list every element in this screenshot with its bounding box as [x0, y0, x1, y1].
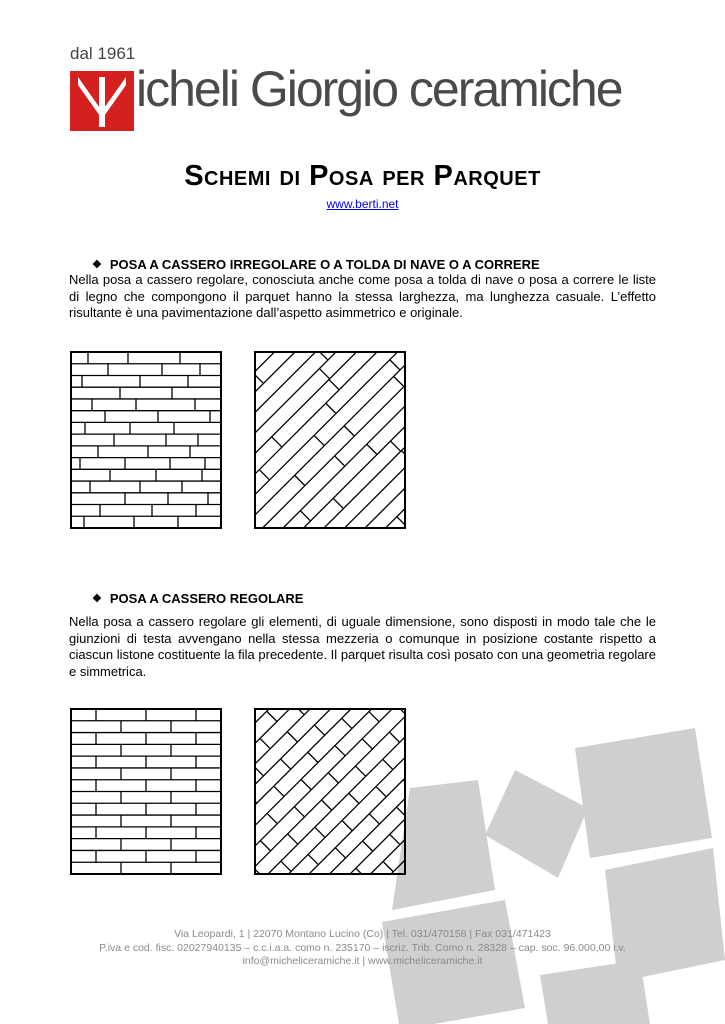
footer-contacts: info@micheliceramiche.it | www.micheliceramiche.it	[242, 955, 483, 967]
plank-line	[383, 759, 393, 769]
plank-line	[335, 848, 345, 858]
section-body: Nella posa a cassero regolare gli elementi, di uguale dimensione, sono disposti in modo tale che le giunzioni di testa avvengano nella stessa mezzeria o comunque in posizione costante rispetto a ciascun listone costituente la fila precedente. Il parquet risulta così posato con una geometria regolare e simmetrica.	[69, 614, 656, 679]
plank-line	[315, 827, 325, 837]
plank-line	[369, 712, 379, 722]
plank-line	[267, 813, 277, 823]
plank-line	[314, 435, 324, 445]
m-logo-icon	[70, 71, 134, 131]
company-name: icheli Giorgio ceramiche	[136, 61, 622, 117]
plank-line	[319, 369, 329, 379]
plank-line	[302, 412, 406, 529]
section-heading-text: POSA A CASSERO REGOLARE	[109, 591, 304, 606]
irregular-straight-pattern-diagram	[70, 351, 222, 529]
plank-line	[254, 708, 406, 875]
plank-line	[300, 511, 310, 521]
plank-line	[308, 752, 318, 762]
plank-line	[390, 834, 400, 844]
plank-line	[383, 862, 393, 872]
plank-line	[267, 711, 277, 721]
source-link[interactable]: www.berti.net	[326, 197, 399, 211]
plank-line	[281, 759, 291, 769]
plank-line	[294, 807, 304, 817]
plank-line	[342, 718, 352, 728]
plank-line	[308, 854, 318, 864]
page-title-text: Schemi di Posa per Parquet	[184, 160, 541, 192]
section-heading	[69, 257, 656, 272]
plank-line	[342, 820, 352, 830]
section-irregular	[69, 257, 656, 322]
plank-line	[287, 732, 297, 742]
plank-line	[335, 746, 345, 756]
plank-line	[376, 787, 386, 797]
page-title	[0, 160, 725, 193]
plank-line	[328, 773, 338, 783]
plank-line	[322, 800, 332, 810]
plank-line	[390, 360, 400, 370]
plank-line	[254, 351, 358, 468]
section-heading-text: POSA A CASSERO IRREGOLARE O A TOLDA DI NAVE O A CORRERE	[109, 257, 540, 272]
plank-line	[301, 779, 311, 789]
plank-line	[302, 764, 406, 875]
footer-registration: P.iva e cod. fisc. 02027940135 – c.c.i.a.a. como n. 235170 – iscriz. Trib. Como n. 28328 – cap. soc. 96.000,00 i.v.	[99, 941, 626, 954]
plank-line	[367, 444, 377, 454]
plank-line	[281, 861, 291, 871]
plank-line	[349, 793, 359, 803]
plank-line	[314, 725, 324, 735]
plank-line	[326, 403, 336, 413]
plank-line	[329, 380, 339, 390]
section-heading	[69, 591, 656, 606]
regular-straight-pattern-diagram	[70, 708, 222, 875]
plank-line	[369, 814, 379, 824]
plank-line	[260, 738, 270, 748]
plank-line	[274, 786, 284, 796]
regular-diagonal-pattern-diagram	[254, 708, 406, 875]
plank-line	[333, 498, 343, 508]
plank-line	[362, 739, 372, 749]
plank-line	[272, 437, 282, 447]
diamond-bullet-icon: ❖	[92, 259, 102, 271]
diamond-bullet-icon: ❖	[92, 593, 102, 605]
plank-line	[394, 376, 404, 386]
footer-address: Via Leopardi, 1 | 22070 Montano Lucino (Co) | Tel. 031/470158 | Fax 031/471423	[174, 928, 551, 940]
plank-line	[259, 470, 269, 480]
plank-line	[260, 841, 270, 851]
plank-line	[254, 708, 358, 819]
plank-line	[390, 441, 400, 451]
plank-line	[363, 841, 373, 851]
plank-line	[335, 456, 345, 466]
founding-year: dal 1961	[70, 44, 136, 63]
section-body: Nella posa a cassero regolare, conosciuta anche come posa a tolda di nave o posa a correre le liste di legno che compongono il parquet hanno la stessa larghezza, ma lunghezza casuale. L’effetto risultante è una pavimentazione dall’aspetto asimmetrico e originale.	[69, 272, 656, 320]
footer	[0, 928, 725, 969]
plank-line	[389, 732, 399, 742]
plank-line	[355, 766, 365, 776]
plank-line	[344, 426, 354, 436]
plank-line	[295, 475, 305, 485]
plank-line	[288, 834, 298, 844]
irregular-diagonal-pattern-diagram	[254, 351, 406, 529]
section-regular	[69, 591, 656, 680]
